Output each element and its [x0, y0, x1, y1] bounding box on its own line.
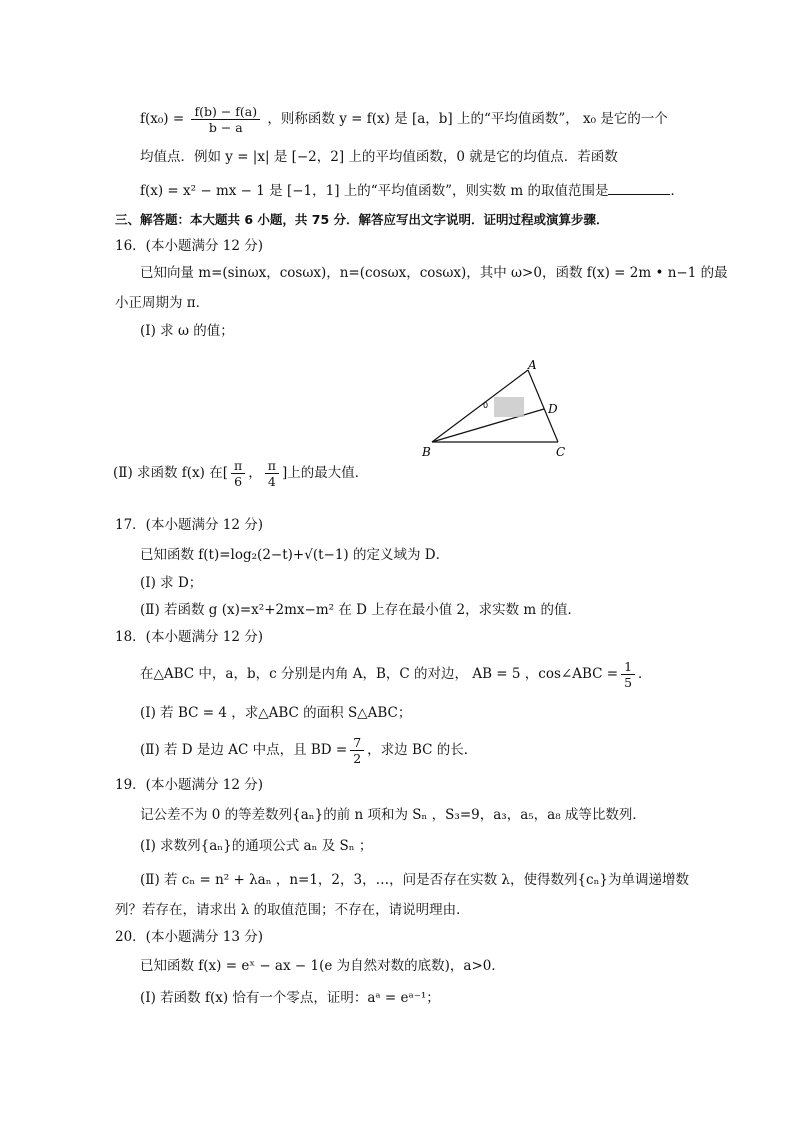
q18-line-1 [140, 657, 652, 691]
q20-head: 20．(本小题满分 13 分) [115, 929, 263, 945]
q18-frac-cos [621, 659, 635, 690]
q19-head: 19．(本小题满分 12 分) [115, 777, 263, 793]
q19-part-1: (Ⅰ) 求数列{aₙ}的通项公式 aₙ 及 Sₙ ； [140, 838, 373, 854]
q16-frac-1 [231, 458, 245, 489]
q18-part-1: (Ⅰ) 若 BC = 4 ，求△ABC 的面积 S△ABC； [140, 705, 412, 721]
q18-frac-cos-den: 5 [624, 675, 633, 690]
q18-frac-bd-num: 7 [350, 735, 364, 751]
q18-part-2-end: ，求边 BC 的长． [367, 742, 478, 758]
triangle-figure [420, 355, 580, 460]
avg-line-1 [140, 104, 668, 135]
q17-head: 17．(本小题满分 12 分) [115, 517, 263, 533]
q16-frac-1-num: π [231, 458, 245, 474]
blurred-patch [494, 397, 524, 417]
avg-line-3-end: ． [670, 183, 684, 199]
q16-line-1: 已知向量 m=(sinωx，cosωx)，n=(cosωx，cosωx)，其中 ω>0，函数 f(x) = 2m • n−1 的最 [140, 265, 728, 281]
avg-fraction-num: f(b) − f(a) [191, 104, 260, 120]
q17-line-1: 已知函数 f(t)=log₂(2−t)+√(t−1) 的定义域为 D． [140, 547, 450, 563]
q16-part-2-end: ]上的最大值． [281, 465, 369, 481]
q20-line-1: 已知函数 f(x) = eˣ − ax − 1(e 为自然对数的底数)，a>0． [140, 958, 505, 974]
q18-part-2-text: (Ⅱ) 若 D 是边 AC 中点，且 BD = [140, 742, 348, 758]
q18-part-2 [140, 733, 477, 767]
avg-line-3 [140, 180, 684, 201]
q20-part-1: (Ⅰ) 若函数 f(x) 恰有一个零点，证明：aᵃ = eᵃ⁻¹； [140, 990, 440, 1006]
q17-part-2: (Ⅱ) 若函数 g (x)=x²+2mx−m² 在 D 上存在最小值 2，求实数 m 的值． [140, 602, 582, 618]
avg-fraction-den: b − a [208, 120, 243, 135]
q16-head: 16．(本小题满分 12 分) [115, 238, 263, 254]
q16-line-2: 小正周期为 π． [115, 295, 210, 311]
label-a: A [528, 358, 537, 372]
q16-frac-2-den: 4 [267, 474, 276, 489]
avg-line-3-text: f(x) = x² − mx − 1 是 [−1，1] 上的“平均值函数”，则实数 m 的取值范围是 [140, 183, 609, 199]
q16-frac-2-num: π [265, 458, 279, 474]
segment-bd [432, 409, 544, 442]
q16-part-1: (Ⅰ) 求 ω 的值； [140, 323, 234, 339]
q19-part-2b: 列？若存在，请求出 λ 的取值范围；不存在，请说明理由． [115, 902, 470, 918]
avg-fraction [191, 104, 260, 135]
section-3-title: 三、解答题：本大题共 6 小题，共 75 分．解答应写出文字说明．证明过程或演算步骤． [115, 212, 609, 227]
q16-frac-2 [265, 458, 279, 489]
q18-line-1-end: ． [638, 666, 652, 682]
q16-frac-1-den: 6 [234, 474, 243, 489]
avg-line-1-text: ，则称函数 y = f(x) 是 [a，b] 上的“平均值函数”， x₀ 是它的一个 [267, 111, 668, 127]
answer-blank [608, 180, 670, 195]
q18-frac-bd-den: 2 [353, 751, 362, 766]
q18-frac-cos-num: 1 [621, 659, 635, 675]
avg-lhs: f(x₀) = [140, 111, 185, 127]
label-mark: 0 [483, 401, 489, 410]
q16-sep: ， [248, 465, 262, 481]
label-b: B [422, 445, 431, 459]
q17-part-1: (Ⅰ) 求 D； [140, 575, 203, 591]
q18-line-1-text: 在△ABC 中，a，b，c 分别是内角 A，B，C 的对边， AB = 5 ，cos∠ABC = [140, 666, 619, 682]
q19-part-2: (Ⅱ) 若 cₙ = n² + λaₙ ，n=1，2，3，…，问是否存在实数 λ，使得数列{cₙ}为单调递增数 [140, 872, 690, 888]
label-c: C [556, 445, 566, 459]
q16-part-2-text: (Ⅱ) 求函数 f(x) 在[ [113, 465, 228, 481]
label-d: D [548, 402, 558, 416]
q19-line-1: 记公差不为 0 的等差数列{aₙ}的前 n 项和为 Sₙ ，S₃=9，a₃，a₅，a₈ 成等比数列． [140, 807, 646, 823]
q16-part-2 [113, 456, 368, 490]
q18-head: 18．(本小题满分 12 分) [115, 629, 263, 645]
q18-frac-bd [350, 735, 364, 766]
avg-line-2: 均值点．例如 y = |x| 是 [−2，2] 上的平均值函数，0 就是它的均值点．若函数 [140, 149, 618, 165]
